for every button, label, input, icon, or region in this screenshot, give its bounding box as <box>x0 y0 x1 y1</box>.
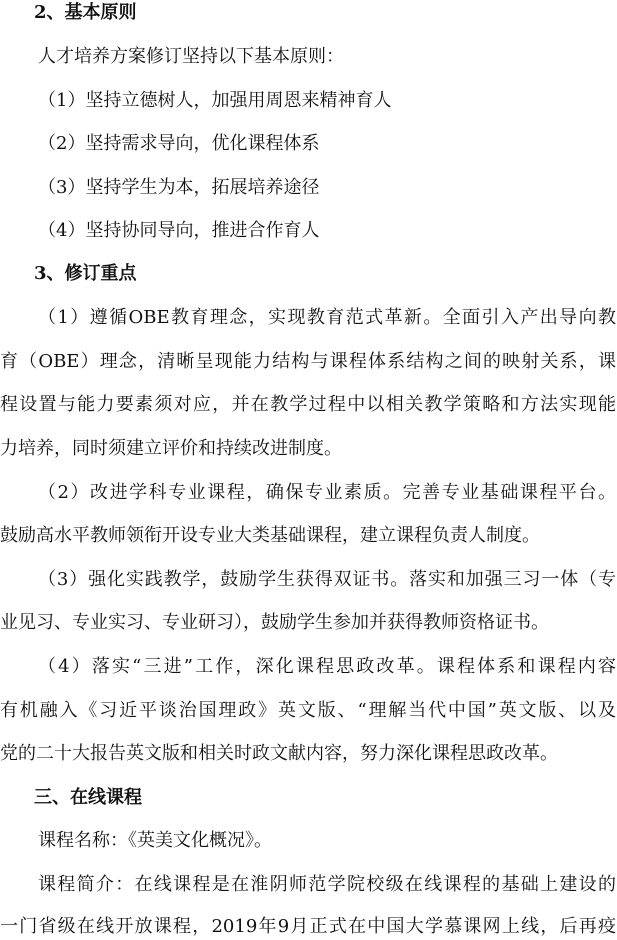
revision-p1-line-2: 育（OBE）理念，清晰呈现能力结构与课程体系结构之间的映射关系，课 <box>0 351 616 372</box>
revision-p3-line-1: （3）强化实践教学，鼓励学生获得双证书。落实和加强三习一体（专 <box>38 569 616 590</box>
online-course-intro-line-1: 课程简介：在线课程是在淮阴师范学院校级在线课程的基础上建设的 <box>38 874 616 895</box>
revision-p4-line-3: 党的二十大报告英文版和相关时政文献内容，努力深化课程思政改革。 <box>0 743 558 764</box>
revision-p2-line-1: （2）改进学科专业课程，确保专业素质。完善专业基础课程平台。 <box>38 482 616 503</box>
online-course-intro-line-2: 一门省级在线开放课程，2019年9月正式在中国大学慕课网上线，后再疫 <box>0 916 616 937</box>
principle-item-3: （3）坚持学生为本，拓展培养途径 <box>38 177 320 198</box>
revision-p1-line-3: 程设置与能力要素须对应，并在教学过程中以相关教学策略和方法实现能 <box>0 394 616 415</box>
heading-basic-principles: 2、基本原则 <box>34 2 137 23</box>
revision-p4-line-1: （4）落实“三进”工作，深化课程思政改革。课程体系和课程内容 <box>38 656 616 677</box>
principle-item-4: （4）坚持协同导向，推进合作育人 <box>38 220 320 241</box>
principle-item-1: （1）坚持立德树人，加强用周恩来精神育人 <box>38 90 392 111</box>
revision-p4-line-2: 有机融入《习近平谈治国理政》英文版、“理解当代中国”英文版、以及 <box>0 700 616 721</box>
heading-revision-focus: 3、修订重点 <box>34 263 137 284</box>
heading-online-course: 三、在线课程 <box>34 787 142 808</box>
revision-p3-line-2: 业见习、专业实习、专业研习），鼓励学生参加并获得教师资格证书。 <box>0 612 549 633</box>
revision-p1-line-4: 力培养，同时须建立评价和持续改进制度。 <box>0 438 342 459</box>
principle-item-2: （2）坚持需求导向，优化课程体系 <box>38 133 320 154</box>
revision-p1-line-1: （1）遵循OBE教育理念，实现教育范式革新。全面引入产出导向教 <box>38 307 616 328</box>
online-course-name: 课程名称：《英美文化概况》。 <box>38 830 272 851</box>
revision-p2-line-2: 鼓励高水平教师领衔开设专业大类基础课程，建立课程负责人制度。 <box>0 525 540 546</box>
principles-intro: 人才培养方案修订坚持以下基本原则： <box>38 46 344 67</box>
